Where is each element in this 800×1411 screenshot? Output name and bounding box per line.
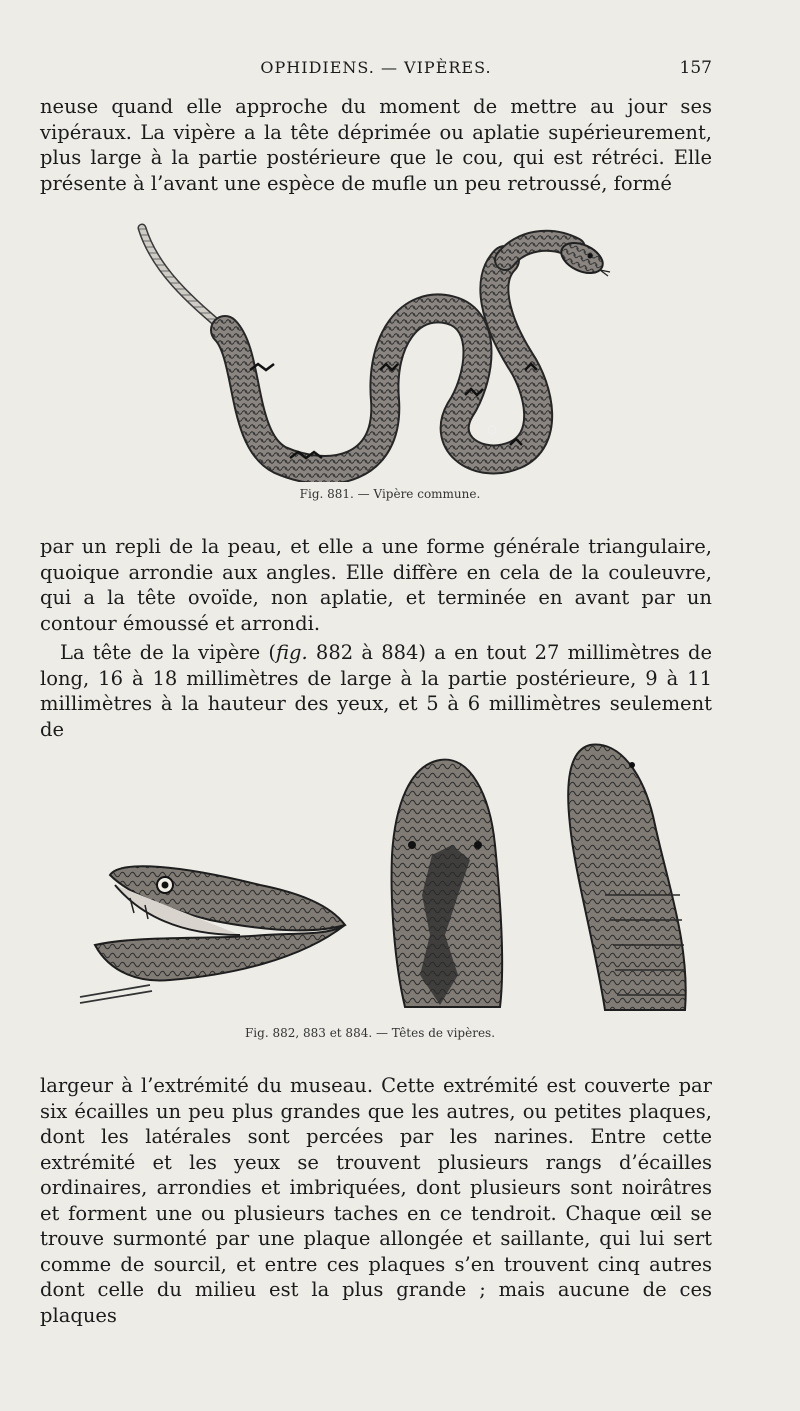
figure-882-884-caption: Fig. 882, 883 et 884. — Têtes de vipères.: [244, 1026, 496, 1040]
viper-head-three-quarter-view: [568, 745, 686, 1010]
paragraph-3-text-before: La tête de la vipère (: [60, 641, 277, 664]
paragraph-3-fig-ref: fig.: [276, 641, 308, 664]
figure-881-caption: Fig. 881. — Vipère commune.: [299, 487, 481, 501]
paragraph-4: largeur à l’extrémité du museau. Cette extrémité est couverte par six écailles un peu plus grandes que les autres, ou petites plaques, dont les latérales sont percées par les narines. Entre cette extrémité et les yeux se trouvent plusieurs rangs d’écailles ordinaires, arrondies et imbriquées, dont plusieurs sont noirâtres et forment une ou plusieurs taches en ce tendroit. Chaque œil se trouve surmonté par une plaque allongée et saillante, qui lui sert comme de sourcil, et entre ces plaques s’en trouvent cinq autres dont celle du milieu est la plus grande ; mais aucune de ces plaques: [40, 1074, 712, 1327]
paragraph-3: [40, 640, 712, 742]
figure-881-viper-illustration: [130, 220, 620, 482]
figure-882-884-viper-heads-illustration: [60, 735, 700, 1020]
paragraph-3-text-after: 882 à 884) a en tout 27 millimètres de long, 16 à 18 millimètres de large à la partie postérieure, 9 à 11 millimètres à la hauteur des yeux, et 5 à 6 millimètres seulement de: [40, 641, 713, 741]
viper-head-side-view: [80, 866, 345, 1003]
running-header: [40, 58, 712, 84]
running-title: OPHIDIENS. — VIPÈRES.: [260, 58, 492, 77]
paragraph-1: neuse quand elle approche du moment de mettre au jour ses vipéraux. La vipère a la tête déprimée ou aplatie supérieurement, plus large à la partie postérieure que le cou, qui est rétréci. Elle présente à l’avant une espèce de mufle un peu retroussé, formé: [40, 95, 712, 195]
viper-head-top-view: [392, 760, 503, 1007]
page-number: 157: [679, 58, 712, 78]
paragraph-2: par un repli de la peau, et elle a une forme générale triangulaire, quoique arrondie aux angles. Elle diffère en cela de la couleuvre, qui a la tête ovoïde, non aplatie, et terminée en avant par un contour émoussé et arrondi.: [40, 535, 712, 635]
